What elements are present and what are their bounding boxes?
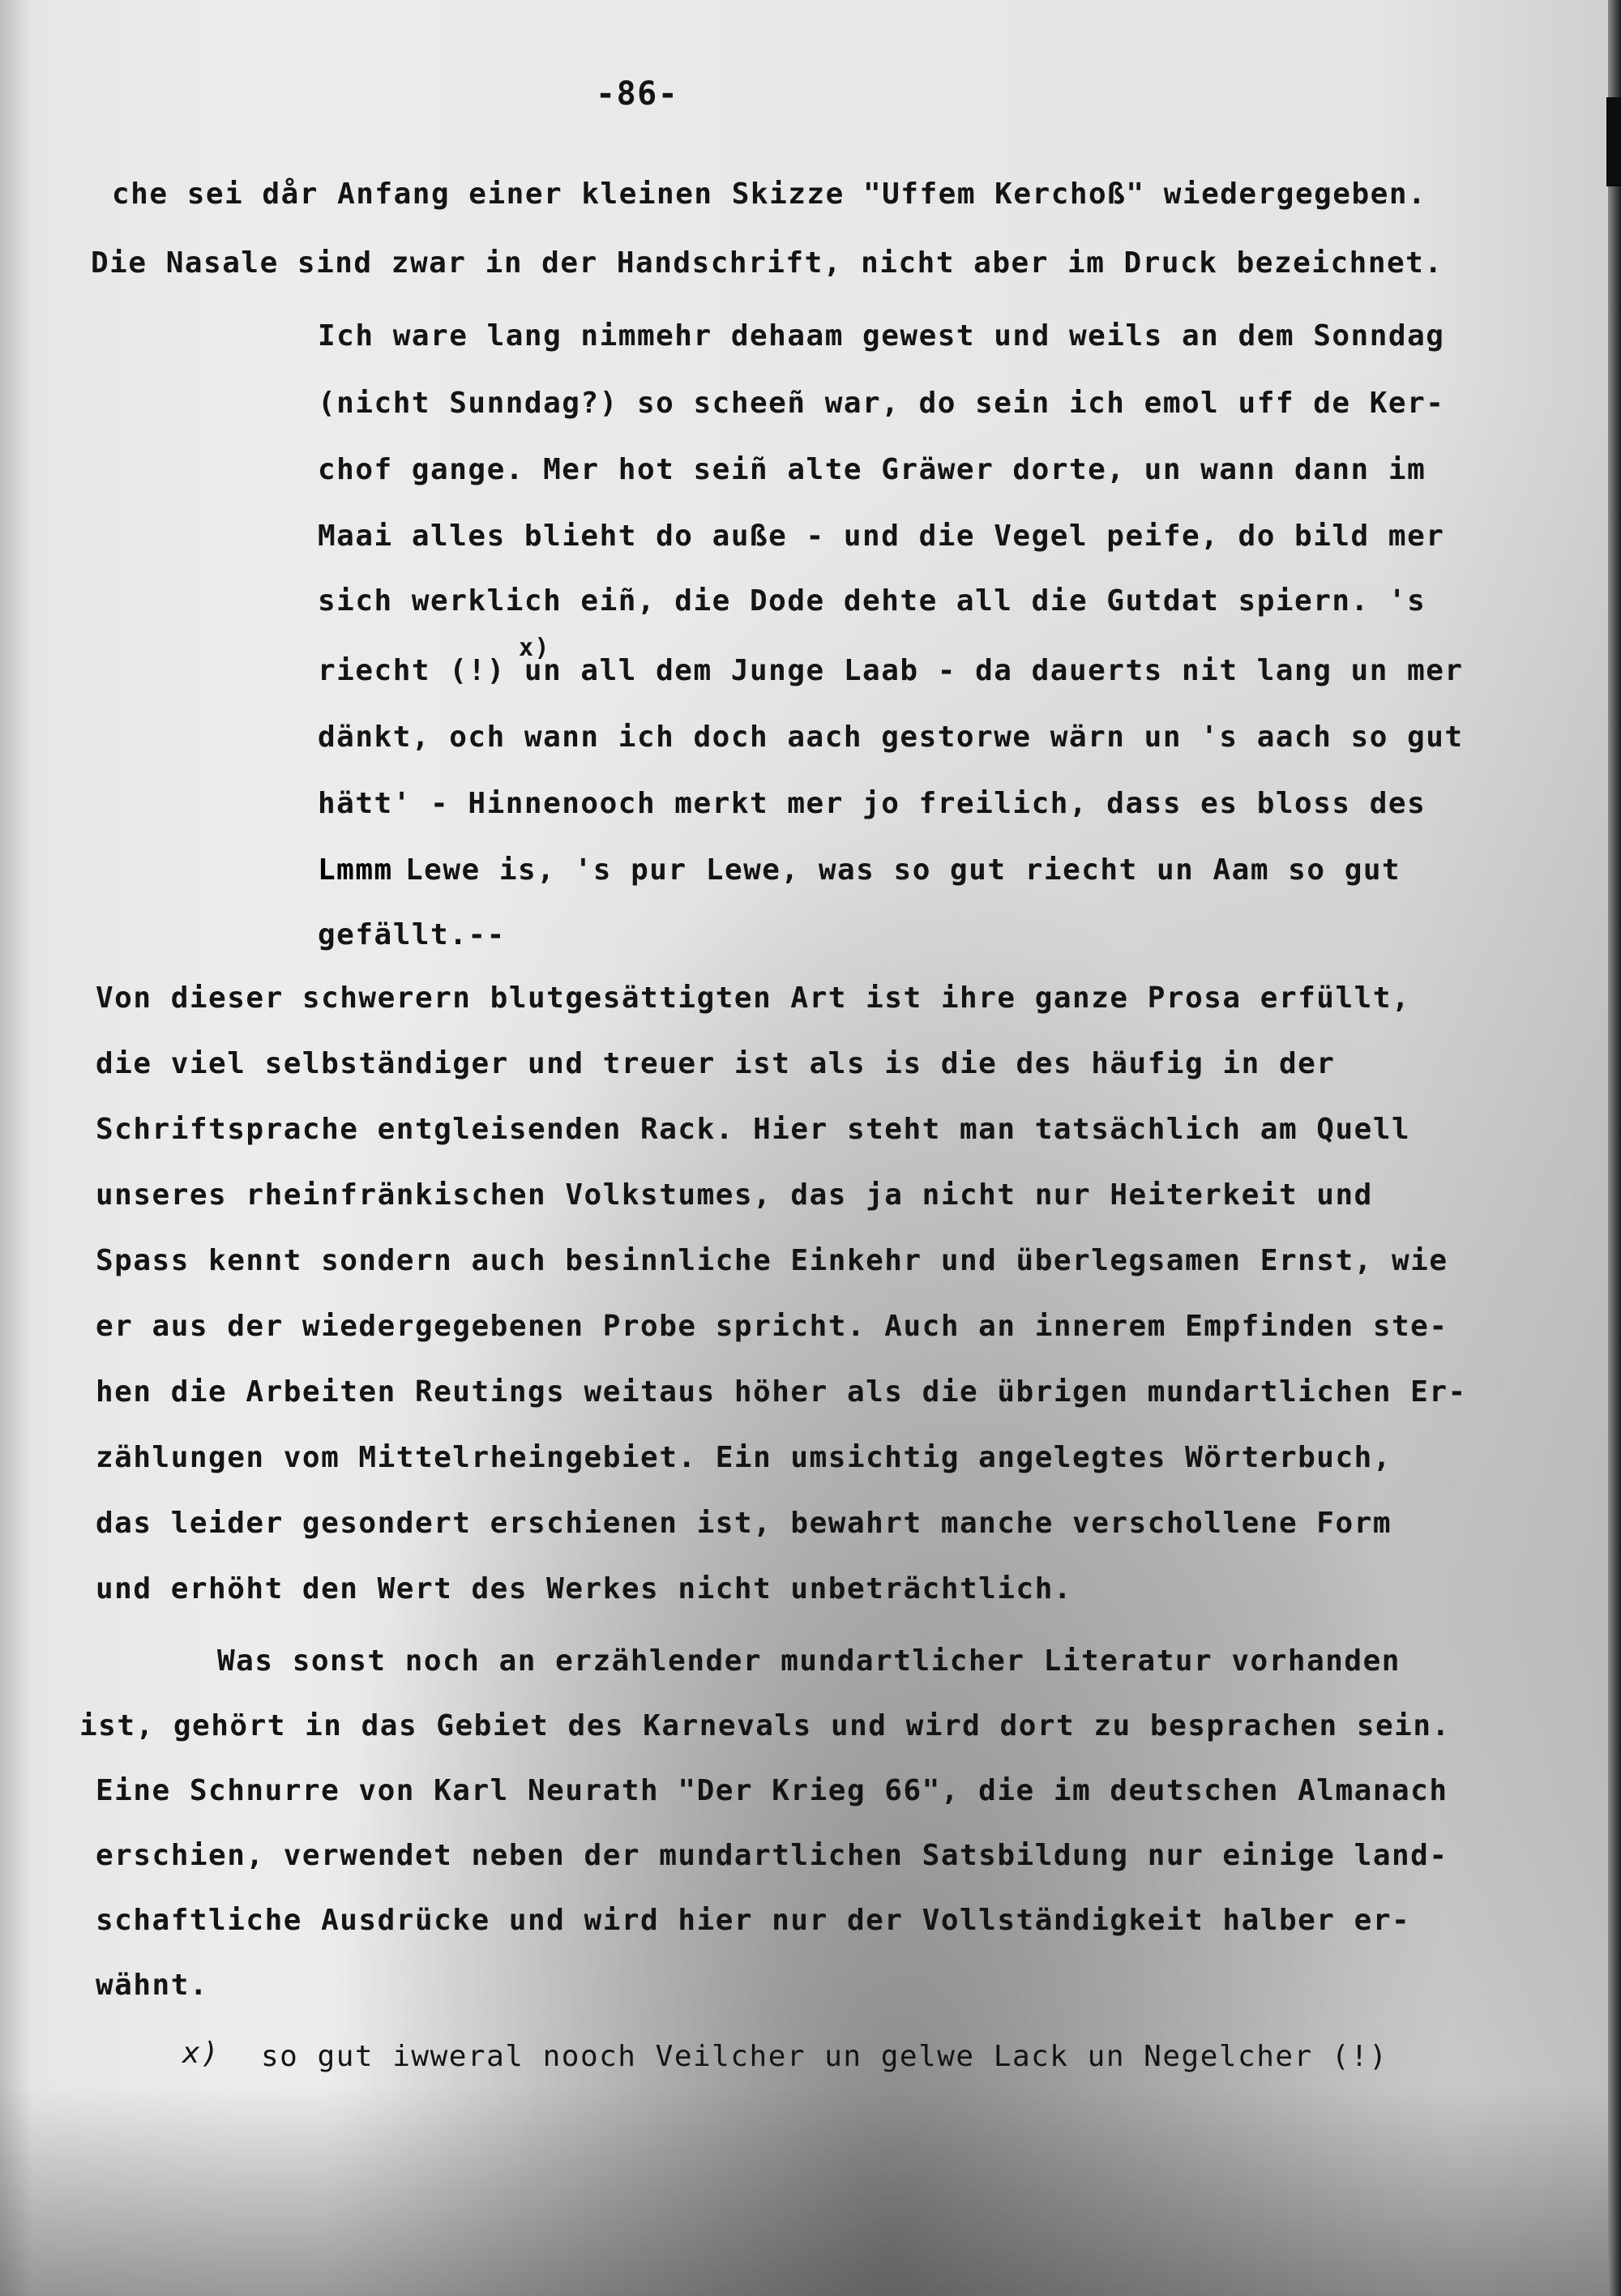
body-line: Was sonst noch an erzählender mundartlicher Literatur vorhanden [217, 1644, 1401, 1678]
scan-edge-mark [1606, 97, 1621, 186]
footnote-text: so gut iwweral nooch Veilcher un gelwe Lack un Negelcher (!) [261, 2040, 1388, 2073]
body-line: schaftliche Ausdrücke und wird hier nur der Vollständigkeit halber er- [96, 1904, 1411, 1937]
body-line: er aus der wiedergegebenen Probe spricht. Auch an innerem Empfinden ste- [96, 1310, 1448, 1343]
body-line: Schriftsprache entgleisenden Rack. Hier steht man tatsächlich am Quell [96, 1113, 1411, 1146]
body-line: das leider gesondert erschienen ist, bewahrt manche verschollene Form [96, 1507, 1392, 1540]
body-line: ist, gehört in das Gebiet des Karnevals und wird dort zu besprachen sein. [79, 1709, 1451, 1742]
body-line: und erhöht den Wert des Werkes nicht unbeträchtlich. [96, 1572, 1073, 1605]
footnote-marker: x) [182, 2037, 220, 2070]
quote-line: Ich ware lang nimmehr dehaam gewest und weils an dem Sonndag [318, 319, 1445, 353]
quote-line: (nicht Sunndag?) so scheeñ war, do sein ich emol uff de Ker- [318, 387, 1445, 420]
body-line: erschien, verwendet neben der mundartlichen Satsbildung nur einige land- [96, 1839, 1448, 1872]
quote-line: Maai alles blieht do auße - und die Vegel peife, do bild mer [318, 519, 1445, 553]
body-line: Von dieser schwerern blutgesättigten Art ist ihre ganze Prosa erfüllt, [96, 981, 1411, 1015]
quote-footnote-marker: x) [519, 634, 551, 662]
struck-word: Lmmm [318, 853, 393, 887]
intro-line: Die Nasale sind zwar in der Handschrift, nicht aber im Druck bezeichnet. [91, 246, 1444, 280]
quote-line: gefällt.-- [318, 918, 506, 951]
body-line: Spass kennt sondern auch besinnliche Einkehr und überlegsamen Ernst, wie [96, 1244, 1448, 1277]
intro-line: che sei dår Anfang einer kleinen Skizze "Uffem Kerchoß" wiedergegeben. [112, 177, 1427, 211]
quote-line: chof gange. Mer hot seiñ alte Gräwer dorte, un wann dann im [318, 453, 1426, 486]
quote-line: riecht (!) un all dem Junge Laab - da dauerts nit lang un mer [318, 654, 1464, 687]
quote-line: hätt' - Hinnenooch merkt mer jo freilich, dass es bloss des [318, 787, 1426, 820]
page-number: -86- [596, 75, 679, 113]
body-line: Eine Schnurre von Karl Neurath "Der Krieg 66", die im deutschen Almanach [96, 1774, 1448, 1807]
body-line: zählungen vom Mittelrheingebiet. Ein umsichtig angelegtes Wörterbuch, [96, 1441, 1392, 1474]
scan-shadow [0, 2085, 1621, 2296]
page-edge [1608, 0, 1621, 2296]
quote-line: sich werklich eiñ, die Dode dehte all die Gutdat spiern. 's [318, 584, 1426, 618]
body-line: wähnt. [96, 1969, 209, 2002]
body-line: hen die Arbeiten Reutings weitaus höher als die übrigen mundartlichen Er- [96, 1375, 1467, 1409]
body-line: die viel selbständiger und treuer ist als is die des häufig in der [96, 1047, 1336, 1080]
quote-line: Lewe is, 's pur Lewe, was so gut riecht un Aam so gut [405, 853, 1401, 887]
body-line: unseres rheinfränkischen Volkstumes, das ja nicht nur Heiterkeit und [96, 1178, 1373, 1212]
quote-line: dänkt, och wann ich doch aach gestorwe wärn un 's aach so gut [318, 720, 1464, 754]
